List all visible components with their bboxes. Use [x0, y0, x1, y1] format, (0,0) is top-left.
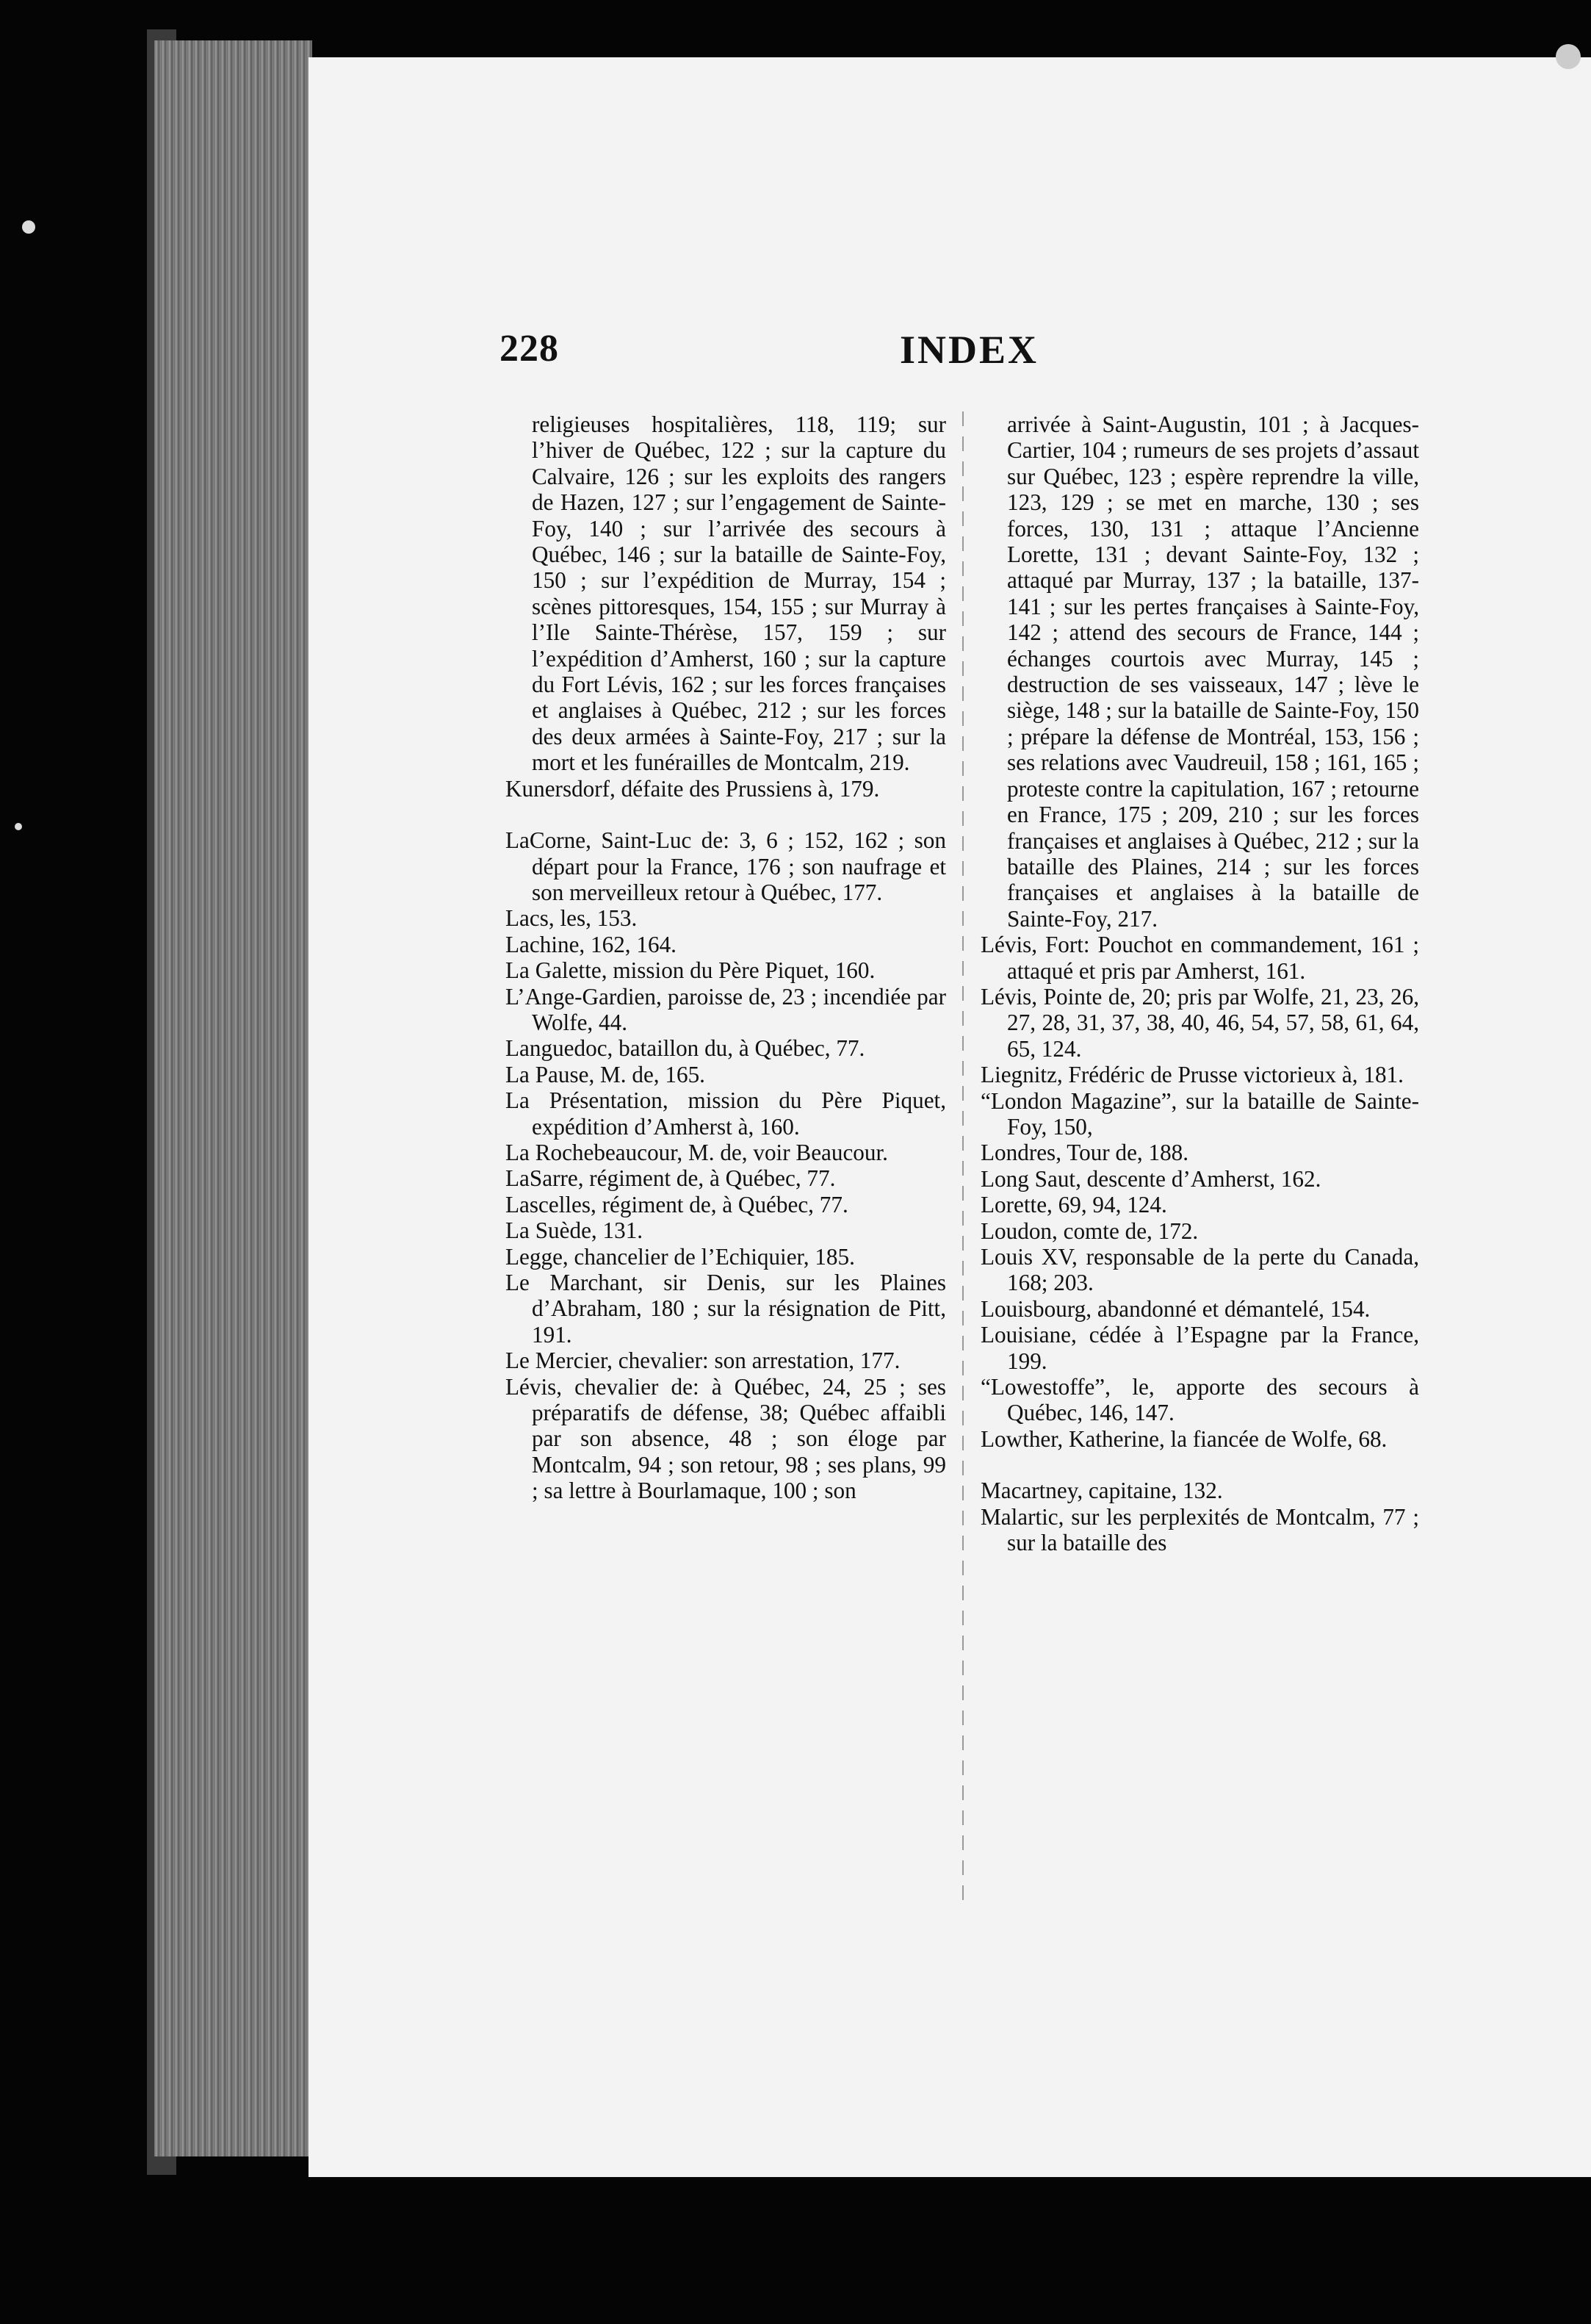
- page-number: 228: [499, 328, 559, 370]
- index-entry: Louis XV, responsable de la perte du Canada, 168; 203.: [981, 1244, 1419, 1296]
- index-entry: Le Marchant, sir Denis, sur les Plaines d’Abraham, 180 ; sur la résignation de Pitt, 191.: [505, 1270, 946, 1348]
- index-entry: Lacs, les, 153.: [505, 905, 638, 932]
- index-entry: Lachine, 162, 164.: [505, 931, 677, 957]
- index-entry: “London Magazine”, sur la bataille de Sainte-Foy, 150,: [981, 1087, 1419, 1140]
- index-entry: Legge, chancelier de l’Echiquier, 185.: [505, 1243, 855, 1270]
- index-entry: Macartney, capitaine, 132.: [981, 1478, 1223, 1504]
- index-entry: “Lowestoffe”, le, apporte des secours à Québec, 146, 147.: [981, 1374, 1419, 1426]
- index-entry: LaSarre, régiment de, à Québec, 77.: [505, 1165, 836, 1192]
- index-column-left: [505, 411, 946, 1504]
- index-entry: Lorette, 69, 94, 124.: [981, 1192, 1167, 1218]
- index-entry: Lévis, Fort: Pouchot en commandement, 161 ; attaqué et pris par Amherst, 161.: [981, 932, 1419, 984]
- index-entry: Lévis, Pointe de, 20; pris par Wolfe, 21, 23, 26, 27, 28, 31, 37, 38, 40, 46, 54, 57, 58, 61, 64, 65, 124.: [981, 983, 1419, 1062]
- index-column-right: [981, 411, 1419, 1555]
- book-page-edges: [154, 40, 312, 2156]
- index-entry: Loudon, comte de, 172.: [981, 1217, 1199, 1244]
- index-entry: Lévis, chevalier de: à Québec, 24, 25 ; ses préparatifs de défense, 38; Québec affaibli par son absence, 48 ; son éloge par Montcalm, 94 ; son retour, 98 ; ses plans, 99 ; sa lettre à Bourlamaque, 100 ; son: [505, 1373, 946, 1504]
- index-entry: Louisiane, cédée à l’Espagne par la France, 199.: [981, 1322, 1419, 1374]
- column-divider: [962, 411, 964, 1903]
- index-entry: Malartic, sur les perplexités de Montcalm, 77 ; sur la bataille des: [981, 1503, 1419, 1556]
- index-entry: Liegnitz, Frédéric de Prusse victorieux à, 181.: [981, 1062, 1404, 1088]
- page-header: [499, 327, 1043, 378]
- margin-speck: [22, 220, 35, 234]
- index-entry: Lowther, Katherine, la fiancée de Wolfe, 68.: [981, 1425, 1388, 1452]
- index-entry: La Suède, 131.: [505, 1217, 643, 1244]
- index-entry: Languedoc, bataillon du, à Québec, 77.: [505, 1035, 865, 1062]
- index-entry: LaCorne, Saint-Luc de: 3, 6 ; 152, 162 ; son départ pour la France, 176 ; son naufrage et son merveilleux retour à Québec, 177.: [505, 827, 946, 905]
- index-entry: Londres, Tour de, 188.: [981, 1140, 1189, 1166]
- letter-gap: [981, 1452, 1419, 1478]
- index-entry: La Rochebeaucour, M. de, voir Beaucour.: [505, 1139, 888, 1165]
- index-entry: Kunersdorf, défaite des Prussiens à, 179.: [505, 775, 880, 802]
- index-entry: arrivée à Saint-Augustin, 101 ; à Jacques-Cartier, 104 ; rumeurs de ses projets d’assaut sur Québec, 123 ; espère reprendre la ville, 123, 129 ; se met en marche, 130 ; ses forces, 130, 131 ; attaque l’Ancienne Lorette, 131 ; devant Sainte-Foy, 132 ; attaqué par Murray, 137 ; la bataille, 137-141 ; sur les pertes françaises à Sainte-Foy, 142 ; attend des secours de France, 144 ; échanges courtois avec Murray, 145 ; destruction de ses vaisseaux, 147 ; lève le siège, 148 ; sur la bataille de Sainte-Foy, 150 ; prépare la défense de Montréal, 153, 156 ; ses relations avec Vaudreuil, 158 ; 161, 165 ; proteste contre la capitulation, 167 ; retourne en France, 175 ; 209, 210 ; sur les forces françaises et anglaises à Québec, 212 ; sur la bataille des Plaines, 214 ; sur les forces françaises et anglaises à la bataille de Sainte-Foy, 217.: [1007, 411, 1419, 932]
- corner-blemish: [1556, 44, 1581, 69]
- index-entry: L’Ange-Gardien, paroisse de, 23 ; incendiée par Wolfe, 44.: [505, 983, 946, 1035]
- margin-speck: [15, 823, 22, 830]
- index-entry: La Présentation, mission du Père Piquet, expédition d’Amherst à, 160.: [505, 1087, 946, 1140]
- running-title: INDEX: [900, 328, 1039, 372]
- index-entry: La Pause, M. de, 165.: [505, 1061, 705, 1087]
- index-entry: Le Mercier, chevalier: son arrestation, 177.: [505, 1348, 901, 1374]
- index-entry: La Galette, mission du Père Piquet, 160.: [505, 957, 876, 984]
- letter-gap: [505, 802, 946, 827]
- index-entry: Louisbourg, abandonné et démantelé, 154.: [981, 1295, 1371, 1322]
- index-entry: religieuses hospitalières, 118, 119; sur l’hiver de Québec, 122 ; sur la capture du Calvaire, 126 ; sur les exploits des rangers de Hazen, 127 ; sur l’engagement de Sainte-Foy, 140 ; sur l’arrivée des secours à Québec, 146 ; sur la bataille de Sainte-Foy, 150 ; sur l’expédition de Murray, 154 ; scènes pittoresques, 154, 155 ; sur Murray à l’Ile Sainte-Thérèse, 157, 159 ; sur l’expédition d’Amherst, 160 ; sur la capture du Fort Lévis, 162 ; sur les forces françaises et anglaises à Québec, 212 ; sur les forces des deux armées à Sainte-Foy, 217 ; sur la mort et les funérailles de Montcalm, 219.: [532, 411, 946, 776]
- index-entry: Long Saut, descente d’Amherst, 162.: [981, 1165, 1321, 1192]
- index-entry: Lascelles, régiment de, à Québec, 77.: [505, 1191, 848, 1217]
